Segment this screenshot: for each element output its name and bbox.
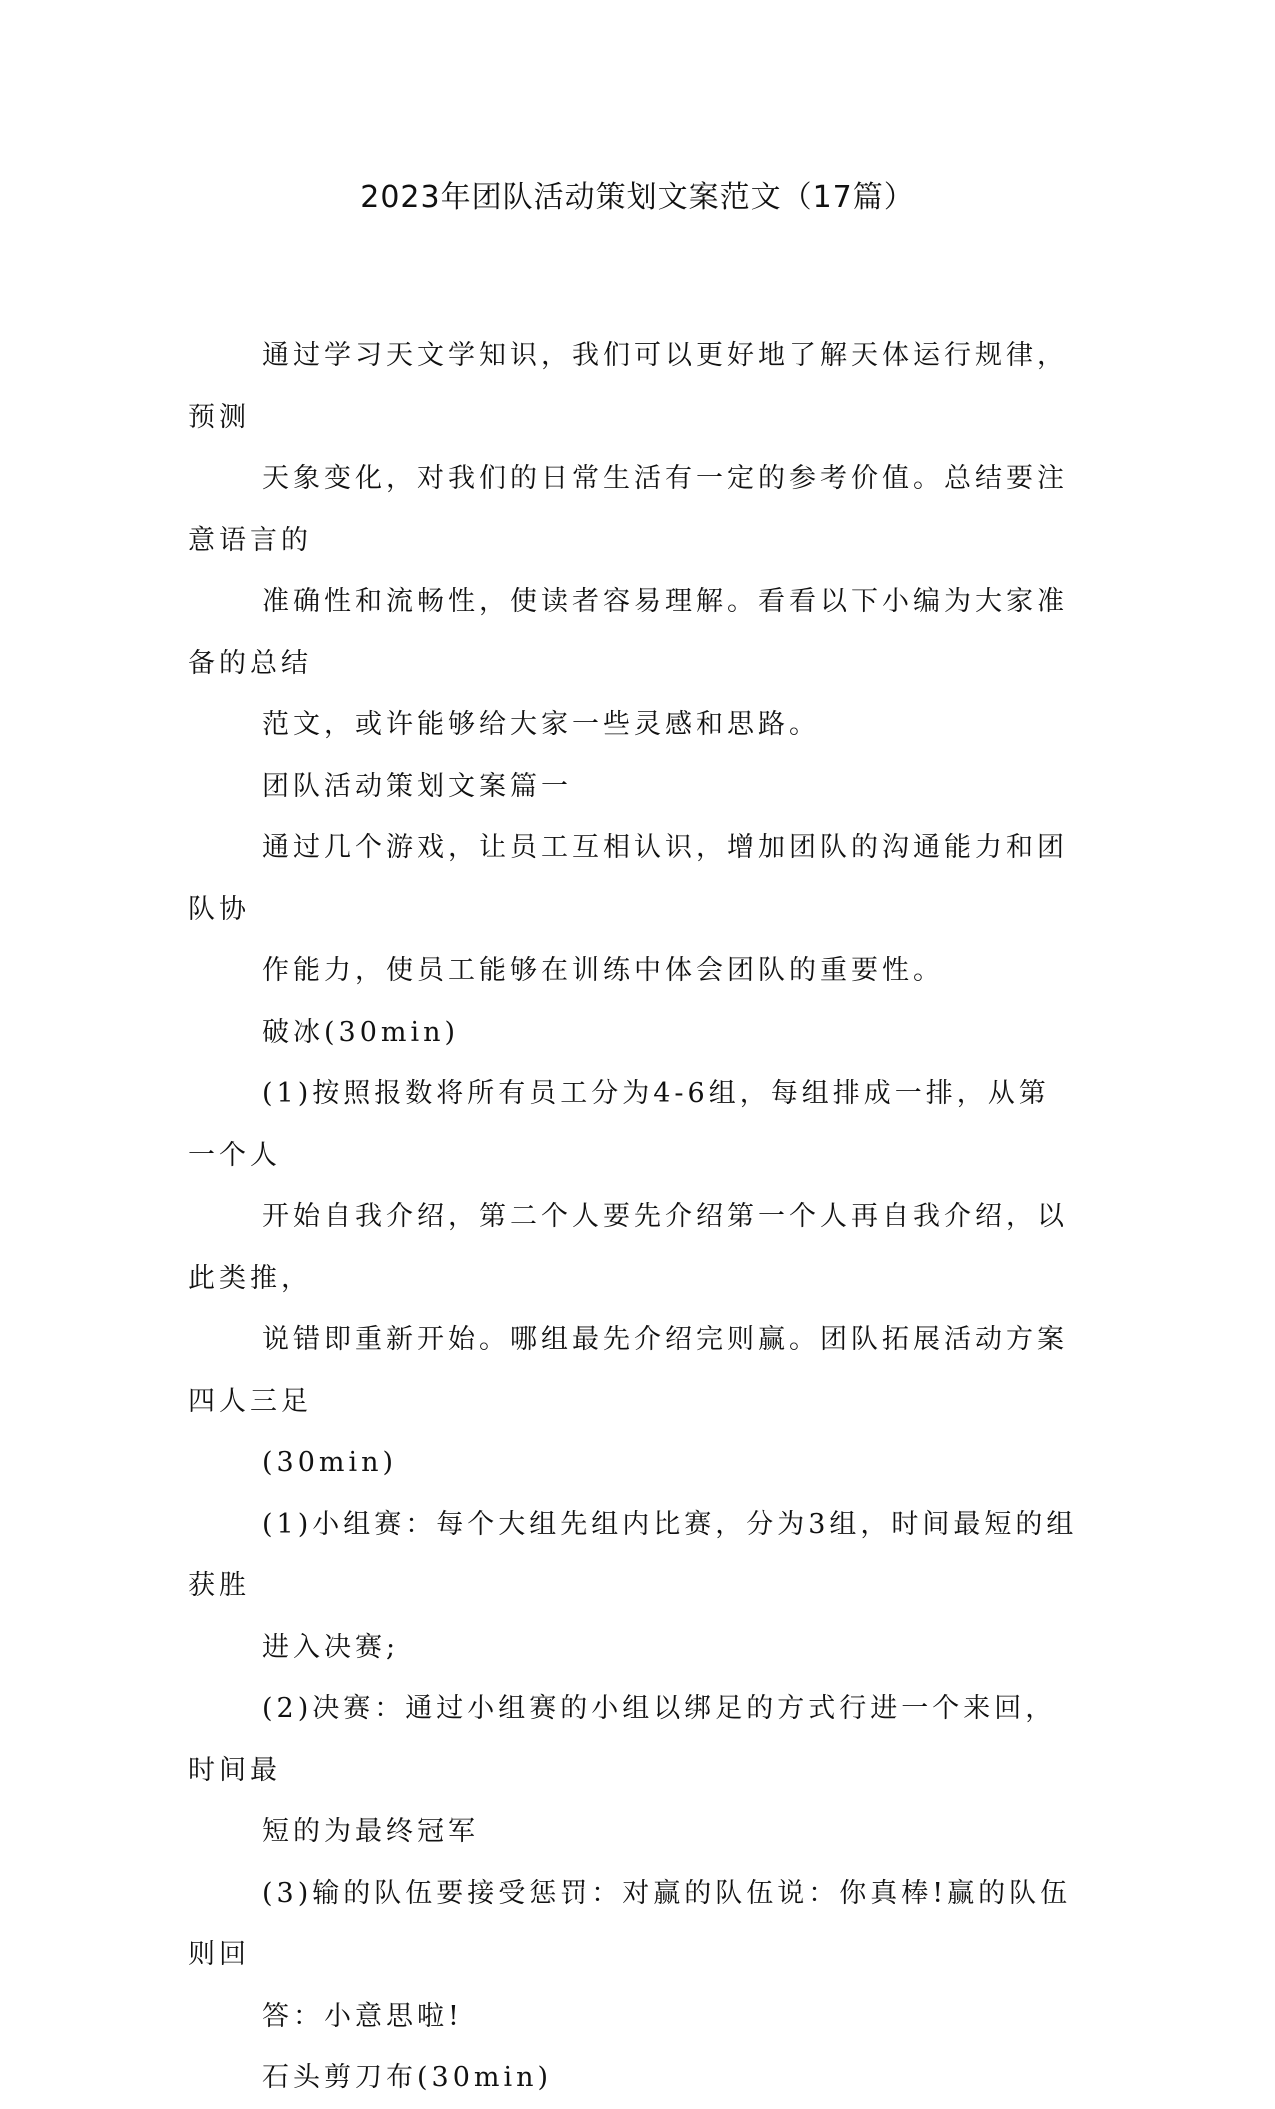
text-line: (30min): [262, 1447, 398, 1478]
text-line: 准确性和流畅性，使读者容易理解。看看以下小编为大家准备的总结: [188, 586, 1068, 679]
text-line: 答：小意思啦!: [262, 2000, 463, 2032]
activity-rock-paper-scissors: [188, 2047, 1078, 2109]
paragraph-group-match: [188, 1494, 1078, 1679]
paragraph-penalty: [188, 1863, 1078, 2048]
activity-icebreaker: [188, 1002, 1078, 1064]
document-body: [188, 325, 1078, 2109]
text-line: (3)输的队伍要接受惩罚：对赢的队伍说：你真棒!赢的队伍则回: [188, 1877, 1072, 1970]
text-line: 石头剪刀布(30min): [262, 2062, 553, 2093]
text-line: (2)决赛：通过小组赛的小组以绑足的方式行进一个来回，时间最: [188, 1693, 1057, 1786]
text-line: 团队活动策划文案篇一: [262, 770, 572, 802]
section-heading: [188, 756, 1078, 818]
text-line: 短的为最终冠军: [262, 1816, 479, 1847]
text-line: 作能力，使员工能够在训练中体会团队的重要性。: [262, 955, 944, 986]
text-line: 范文，或许能够给大家一些灵感和思路。: [262, 709, 820, 740]
text-line: 破冰(30min): [262, 1016, 460, 1048]
text-line: (1)按照报数将所有员工分为4-6组，每组排成一排，从第一个人: [188, 1078, 1050, 1171]
paragraph-intro: [188, 325, 1078, 756]
paragraph-final: [188, 1678, 1078, 1863]
paragraph-goal: [188, 817, 1078, 1002]
text-line: 通过几个游戏，让员工互相认识，增加团队的沟通能力和团队协: [188, 832, 1068, 925]
text-line: 天象变化，对我们的日常生活有一定的参考价值。总结要注意语言的: [188, 463, 1068, 556]
text-line: 通过学习天文学知识，我们可以更好地了解天体运行规律，预测: [188, 340, 1068, 433]
paragraph-step-1: [188, 1063, 1078, 1494]
document-title: 2023年团队活动策划文案范文（17篇）: [360, 180, 915, 215]
text-line: 说错即重新开始。哪组最先介绍完则赢。团队拓展活动方案四人三足: [188, 1324, 1068, 1417]
text-line: 开始自我介绍，第二个人要先介绍第一个人再自我介绍，以此类推，: [188, 1201, 1068, 1294]
text-line: 进入决赛;: [262, 1631, 400, 1663]
text-line: (1)小组赛：每个大组先组内比赛，分为3组，时间最短的组获胜: [188, 1508, 1078, 1601]
